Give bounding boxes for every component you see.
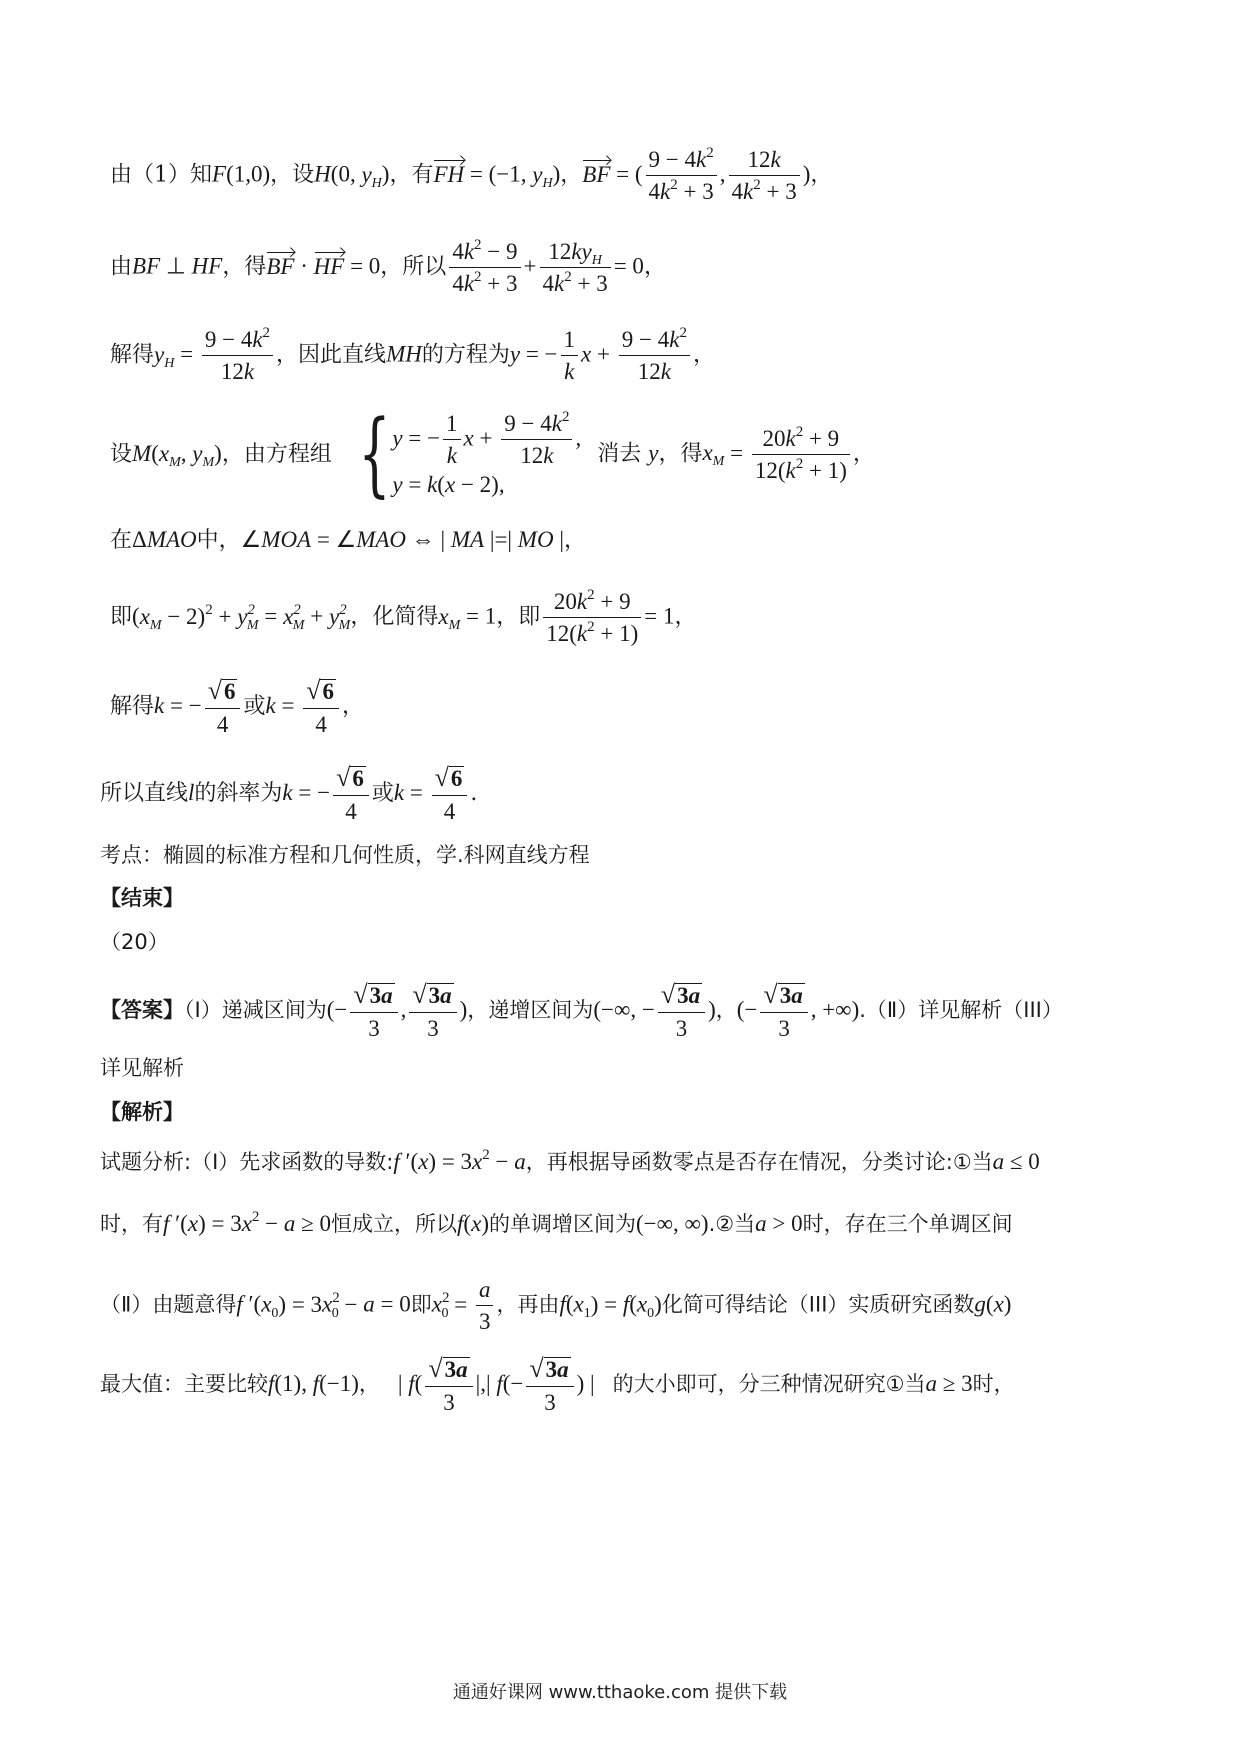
line-1: 由（1）知F(1,0)，设H(0, $y_H$)，有FH = (−1, $y_H$)，BF = ( $\frac{9 - 4k^2}{4k^2 + 3}$ , $\frac{12k}{4k^2 + 3}$ )， (110, 145, 833, 204)
analysis-line-1: 试题分析:（Ⅰ）先求函数的导数:f $'(x) = 3x^2 - a$，再根据导函数零点是否存在情况，分类讨论:①当a ≤ 0 (100, 1147, 1040, 1174)
footer-watermark: 通通好课网 www.tthaoke.com 提供下载 (452, 1682, 788, 1703)
line-6: 即$(x_M - 2)^2 + y^2_M = x^2_M + y^2_M$，化简得$x_M = 1$，即 $\frac{20k^2 + 9}{12(k^2 + 1)}$ = 1， (110, 587, 697, 646)
analysis-line-2: 时，有f $'(x) = 3x^2 - a \ge 0$恒成立，所以f(x)的单调增区间为(−∞, ∞).②当a > 0时，存在三个单调区间 (100, 1209, 1013, 1236)
question-number: （20） (100, 930, 169, 954)
line-2: 由BF ⊥ HF，得BF · HF = 0，所以 $\frac{4k^2 - 9}{4k^2 + 3}$ + $\frac{12ky_H}{4k^2 + 3}$ = 0， (110, 237, 666, 296)
analysis-line-3: （Ⅱ）由题意得f $'(x_0) = 3x^2_0 - a = 0$即$x^2_0$ = $\frac{a}{3}$ ，再由$f(x_1) = f(x_0)$化简可得结论（III）实质研究函数g(x) (100, 1277, 1012, 1334)
analysis-line-4: 最大值：主要比较f(1), f(−1)， | f( $\frac{√3a}{3}$ |,| f(− $\frac{√3a}{3}$ ) | 的大小即可，分三种情况研究①当a ≥ 3时， (100, 1354, 1015, 1415)
line-3: 解得$y_H$ = $\frac{9 - 4k^2}{12k}$ ，因此直线MH的方程为y = − $\frac{1}{k}$ x + $\frac{9 - 4k^2}{12k}$ ， (110, 325, 715, 384)
left-brace: { (358, 400, 391, 507)
answer-continued: 详见解析 (100, 1056, 184, 1080)
line-8: 所以直线l的斜率为k = − $\frac{√6}{4}$ 或k = $\frac{√6}{4}$ . (100, 763, 478, 824)
end-marker: 【结束】 (100, 886, 184, 910)
line-4: 设$M(x_M$, $y_M$)，由方程组 { y = − $\frac{1}{k}$ x + $\frac{9 - 4k^2}{12k}$ , y = k(x − 2), 消去 y，得$x_M$ = $\frac{20k^2 + 9}{12(k^2 + 1)}$ ， (110, 400, 875, 507)
line-7: 解得k = − $\frac{√6}{4}$ 或k = $\frac{√6}{4}$ ， (110, 676, 364, 737)
kaodian-line: 考点：椭圆的标准方程和几何性质，学.科网直线方程 (100, 843, 590, 867)
analysis-header: 【解析】 (100, 1100, 184, 1124)
line-5: 在ΔMAO中，∠MOA = ∠MAO ⇔ | MA |=| MO |， (110, 527, 586, 553)
answer-line: 【答案】（Ⅰ）递减区间为(− $\frac{√3a}{3}$ , $\frac{√3a}{3}$ )，递增区间为(−∞, − $\frac{√3a}{3}$ )，(− $\frac{√3a}{3}$ , +∞).（Ⅱ）详见解析（III） (100, 980, 1063, 1041)
